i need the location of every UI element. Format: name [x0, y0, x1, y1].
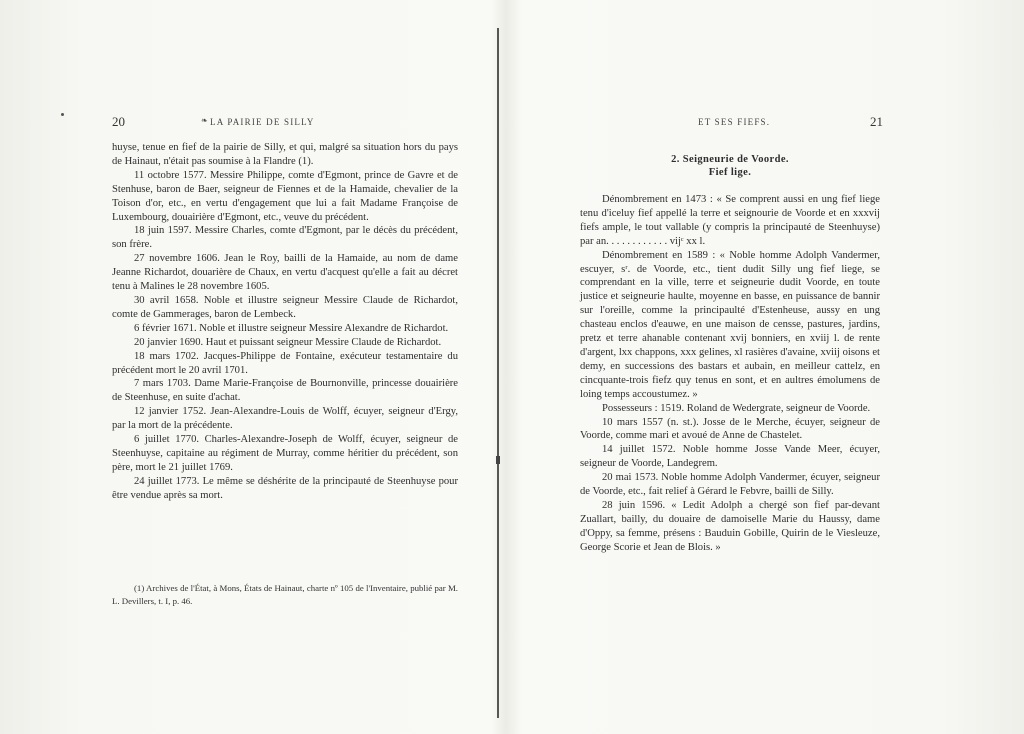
paragraph: 30 avril 1658. Noble et illustre seigneur Messire Claude de Richardot, comte de Gammerages, baron de Lembeck.: [112, 294, 458, 320]
paragraph: 20 mai 1573. Noble homme Adolph Vandermer, écuyer, seigneur de Voorde, etc., fait relief à Gérard le Febvre, bailli de Silly.: [580, 472, 880, 498]
paragraph: 11 octobre 1577. Messire Philippe, comte d'Egmont, prince de Gavre et de Stenhuse, baron de Baer, seigneur de Fiennes et de la Hamaide, chevalier de la Toison d'or, etc., en vertu d'engagement que lui a fait Madame Françoise de Luxembourg, douairière d'Egmont, etc., veuve du précédent.: [112, 169, 458, 223]
right-running-header: [540, 114, 920, 131]
left-body-text: [112, 141, 458, 503]
section-heading: [580, 153, 880, 179]
ornament-icon: ❧: [201, 116, 209, 125]
footnote-text: (1) Archives de l'État, à Mons, États de Hainaut, charte nº 105 de l'Inventaire, publié par M. L. Devillers, t. I, p. 46.: [112, 583, 458, 606]
paragraph: Dénombrement en 1473 : « Se comprent aussi en ung fief liege tenu d'iceluy fief appellé la terre et seignourie de Voorde et en xxxvij fiefs ample, le tout vallable (y compris la principauté de Steenhuyse) par an. . . . . . . . . . . . vijᶜ xx l.: [580, 194, 880, 247]
left-running-header: [60, 114, 480, 131]
paragraph: Possesseurs : 1519. Roland de Wedergrate, seigneur de Voorde.: [602, 402, 871, 414]
paragraph: huyse, tenue en fief de la pairie de Silly, et qui, malgré sa situation hors du pays de Hainaut, n'était pas soumise à la Flandre (1).: [112, 142, 458, 167]
left-footnote: [112, 582, 458, 607]
left-page: [60, 0, 480, 734]
paragraph: 10 mars 1557 (n. st.). Josse de le Merche, écuyer, seigneur de Voorde, comme mari et avoué de Anne de Chastelet.: [580, 416, 880, 442]
book-gutter: [497, 28, 499, 718]
paragraph: 18 juin 1597. Messire Charles, comte d'Egmont, par le décès du précédent, son frère.: [112, 225, 458, 251]
paragraph: Dénombrement en 1589 : « Noble homme Adolph Vandermer, escuyer, sʳ. de Voorde, etc., tient dudit Silly ung fief liege, se comprendant en la ville, terre et seigneurie dudit Voorde, en toute justice et seigneurie haulte, moyenne en basse, en puissance de bannir sur l'oreille, comme la principaulté d'Estenheuse, aussy en ung chasteau enclos d'eauwe, en une maison de censse, pastures, jardins, pretz et terre ahanable contenant xvij bonniers, en xviij l. de rente d'argent, lxx chappons, xxx gelines, xl rasières d'avaine, xviij oisons et demy, en successions des bastars et aubain, en meilleur cattelz, en cincquante-trois fiefz quy tenus en sont, et en aultres émolumens de loing temps accoustumez. »: [580, 249, 880, 400]
section-title: 2. Seigneurie de Voorde.: [671, 154, 789, 165]
paragraph: 24 juillet 1773. Le même se déshérite de la principauté de Steenhuyse pour être vendue après sa mort.: [112, 475, 458, 501]
left-page-number: 20: [112, 114, 125, 129]
section-subtitle: Fief lige.: [708, 167, 752, 178]
paragraph: 7 mars 1703. Dame Marie-Françoise de Bournonville, princesse douairière de Steenhuse, en suite d'achat.: [112, 378, 458, 404]
right-running-title: ET SES FIEFS.: [698, 117, 771, 127]
paragraph: 6 juillet 1770. Charles-Alexandre-Joseph de Wolff, écuyer, seigneur de Steenhuyse, capitaine au régiment de Murray, comme héritier du précédent, son père, mort le 21 juillet 1769.: [112, 434, 458, 473]
paragraph: 12 janvier 1752. Jean-Alexandre-Louis de Wolff, écuyer, seigneur d'Ergy, par la mort de la précédente.: [112, 406, 458, 432]
paragraph: 6 février 1671. Noble et illustre seigneur Messire Alexandre de Richardot.: [134, 322, 449, 334]
binding-mark: [496, 456, 500, 464]
left-running-title: LA PAIRIE DE SILLY: [210, 117, 315, 127]
paragraph: 28 juin 1596. « Ledit Adolph a chergé son fief par-devant Zuallart, bailly, du douaire de damoiselle Marie du Haussy, dame d'Oppy, sa femme, présens : Bauduin Gobille, Quirin de le Viesleuze, George Scorie et Jean de Blois. »: [580, 499, 880, 553]
paragraph: 20 janvier 1690. Haut et puissant seigneur Messire Claude de Richardot.: [134, 336, 442, 348]
paragraph: 27 novembre 1606. Jean le Roy, bailli de la Hamaide, au nom de dame Jeanne Richardot, douarière de Chaux, en vertu d'acquest qu'elle a fait au décret tenu à Malines le 28 novembre 1605.: [112, 253, 458, 293]
right-page-number: 21: [870, 114, 883, 129]
paragraph: 14 juillet 1572. Noble homme Josse Vande Meer, écuyer, seigneur de Voorde, Landegrem.: [580, 444, 880, 470]
right-body-text: [580, 153, 880, 555]
right-page: [540, 0, 920, 734]
paragraph: 18 mars 1702. Jacques-Philippe de Fontaine, exécuteur testamentaire du précédent mort le 20 avril 1701.: [112, 350, 458, 376]
